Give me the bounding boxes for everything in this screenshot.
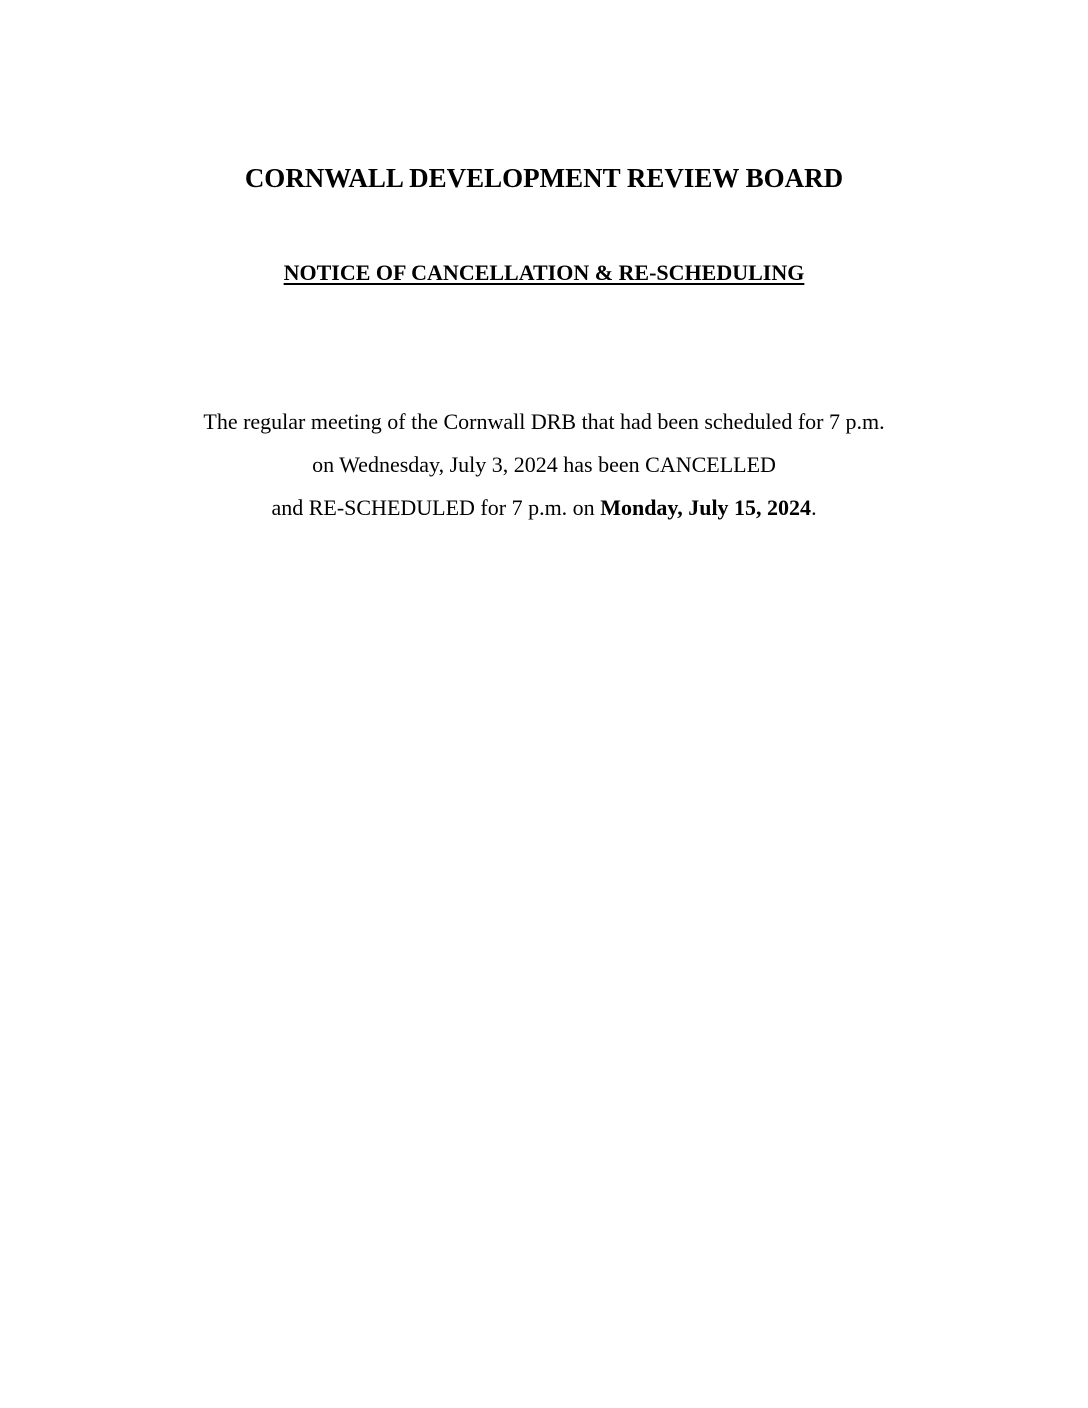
document-title: CORNWALL DEVELOPMENT REVIEW BOARD bbox=[244, 163, 844, 193]
rescheduled-date: Monday, July 15, 2024 bbox=[600, 495, 812, 520]
notice-subtitle: NOTICE OF CANCELLATION & RE-SCHEDULING bbox=[283, 260, 805, 285]
body-line-3 bbox=[0, 486, 1088, 529]
body-line-3-suffix: . bbox=[811, 495, 817, 520]
body-line-3-prefix: and RE-SCHEDULED for 7 p.m. on bbox=[271, 495, 601, 520]
body-line-1: The regular meeting of the Cornwall DRB that had been scheduled for 7 p.m. bbox=[203, 409, 885, 434]
notice-body bbox=[0, 400, 1088, 529]
body-line-2: on Wednesday, July 3, 2024 has been CANCELLED bbox=[312, 452, 776, 477]
